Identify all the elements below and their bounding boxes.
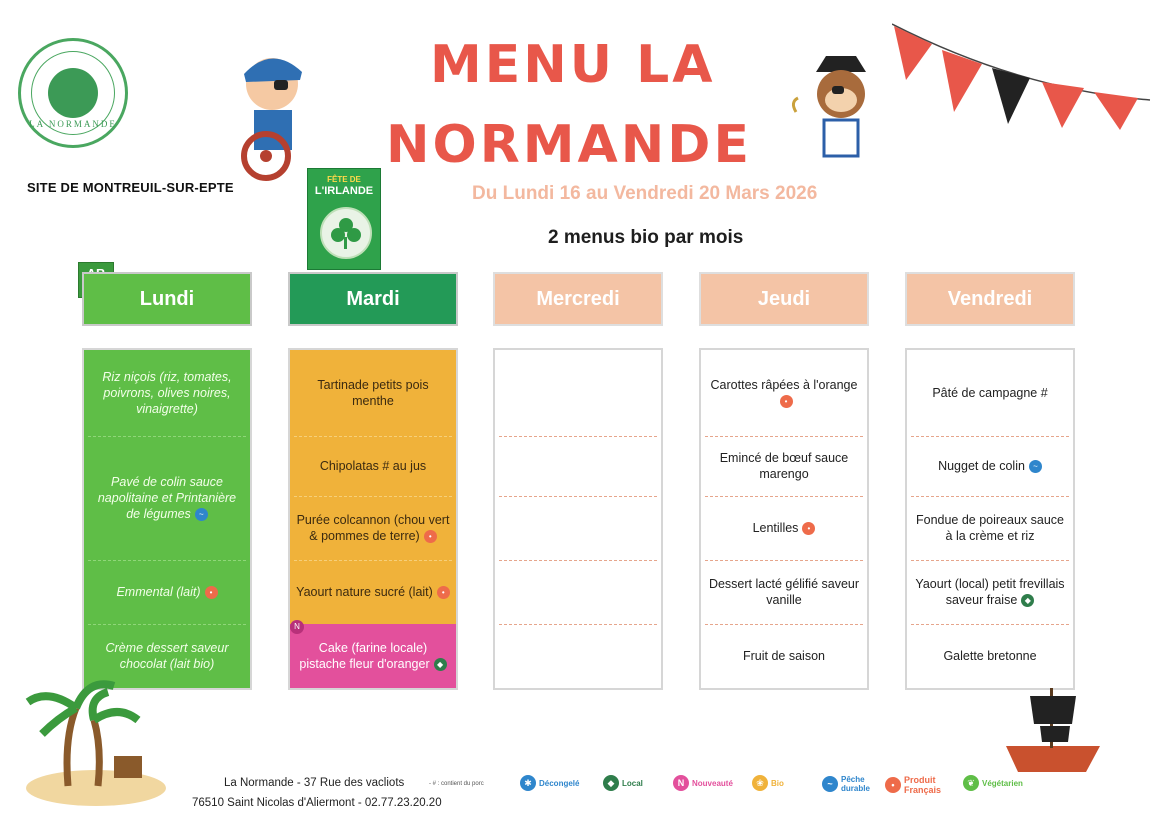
bunting-decoration	[892, 20, 1152, 130]
menu-column-vendredi	[905, 348, 1075, 690]
jeudi-plat: Emincé de bœuf sauce marengo	[719, 451, 849, 481]
mardi-dessert: Cake (farine locale) pistache fleur d'oranger ◆	[290, 624, 456, 688]
produit-francais-icon: •	[780, 395, 793, 408]
menu-column-mardi	[288, 348, 458, 690]
produit-francais-icon: •	[424, 530, 437, 543]
footer-address-line1: La Normande - 37 Rue des vacliots	[224, 777, 405, 789]
legend-peche-durable: ~ Pêche durable	[822, 775, 887, 793]
peche-durable-icon: ~	[1029, 460, 1042, 473]
menu-column-lundi	[82, 348, 252, 690]
mardi-accompagnement: Purée colcannon (chou vert & pommes de terre) •	[296, 513, 450, 543]
snowflake-icon: ✱	[520, 775, 536, 791]
day-header-vendredi: Vendredi	[905, 272, 1075, 326]
page-title-line1: MENU LA	[430, 35, 716, 95]
mardi-plat: Chipolatas # au jus	[319, 459, 427, 473]
local-icon: ◆	[603, 775, 619, 791]
legend-vegetarien: ❦ Végétarien	[963, 775, 1023, 791]
legend-nouveaute: N Nouveauté	[673, 775, 733, 791]
date-range: Du Lundi 16 au Vendredi 20 Mars 2026	[472, 183, 818, 204]
vendredi-entree: Pâté de campagne #	[932, 386, 1048, 400]
leaf-icon: ❦	[963, 775, 979, 791]
day-header-mercredi: Mercredi	[493, 272, 663, 326]
fish-icon: ~	[822, 776, 838, 792]
produit-francais-icon: •	[885, 777, 901, 793]
jeudi-dessert: Fruit de saison	[743, 649, 825, 663]
irish-day-poster	[307, 168, 381, 270]
nouveaute-icon: N	[290, 620, 304, 634]
pirate-monkey-illustration	[786, 52, 896, 172]
la-normande-logo	[18, 38, 128, 148]
lundi-fromage: Emmental (lait) •	[84, 560, 250, 624]
day-header-lundi: Lundi	[82, 272, 252, 326]
produit-francais-icon: •	[437, 586, 450, 599]
day-header-jeudi: Jeudi	[699, 272, 869, 326]
poster-line1: FÊTE DE	[327, 175, 361, 184]
peche-durable-icon: ~	[195, 508, 208, 521]
plate-icon	[48, 68, 98, 118]
page-title-line2: NORMANDE	[386, 115, 752, 175]
menu-column-mercredi	[493, 348, 663, 690]
logo-text: LA NORMANDE	[29, 119, 117, 129]
legend-local: ◆ Local	[603, 775, 643, 791]
footer-address-line2: 76510 Saint Nicolas d'Aliermont - 02.77.23.20.20	[192, 797, 442, 809]
lundi-entree: Riz niçois (riz, tomates, poivrons, olives noires, vinaigrette)	[102, 370, 232, 416]
produit-francais-icon: •	[205, 586, 218, 599]
legend-produit-francais: • Produit Français	[885, 775, 952, 795]
produit-francais-icon: •	[802, 522, 815, 535]
jeudi-accompagnement: Lentilles •	[701, 496, 867, 560]
poster-line2: L'IRLANDE	[314, 185, 374, 197]
island-illustration	[18, 668, 168, 808]
vendredi-laitage: Yaourt (local) petit frevillais saveur fraise ◆	[915, 577, 1065, 607]
bio-icon: ❀	[752, 775, 768, 791]
shamrock-plate-icon	[320, 207, 372, 259]
lundi-plat: Pavé de colin sauce napolitaine et Printanière de légumes ~	[97, 475, 237, 521]
menu-column-jeudi	[699, 348, 869, 690]
site-label: SITE DE MONTREUIL-SUR-EPTE	[27, 180, 234, 195]
pirate-boy-illustration	[222, 44, 322, 184]
nouveaute-icon: N	[673, 775, 689, 791]
local-icon: ◆	[1021, 594, 1034, 607]
vendredi-dessert: Galette bretonne	[943, 649, 1037, 663]
mardi-laitage: Yaourt nature sucré (lait) •	[290, 560, 456, 624]
legend-decongele: ✱ Décongelé	[520, 775, 579, 791]
day-header-mardi: Mardi	[288, 272, 458, 326]
mardi-entree: Tartinade petits pois menthe	[317, 378, 429, 408]
bio-note: 2 menus bio par mois	[548, 227, 744, 248]
legend-bio: ❀ Bio	[752, 775, 784, 791]
vendredi-plat: Nugget de colin ~	[907, 436, 1073, 496]
jeudi-laitage: Dessert lacté gélifié saveur vanille	[708, 577, 860, 607]
jeudi-entree: Carottes râpées à l'orange•	[710, 378, 858, 407]
footer-pork-note: - # : contient du porc	[429, 781, 484, 787]
lundi-dessert: Crème dessert saveur chocolat (lait bio)	[105, 641, 229, 671]
vendredi-accompagnement: Fondue de poireaux sauce à la crème et riz	[915, 513, 1065, 543]
pirate-ship-illustration	[1000, 684, 1110, 780]
local-icon: ◆	[434, 658, 447, 671]
